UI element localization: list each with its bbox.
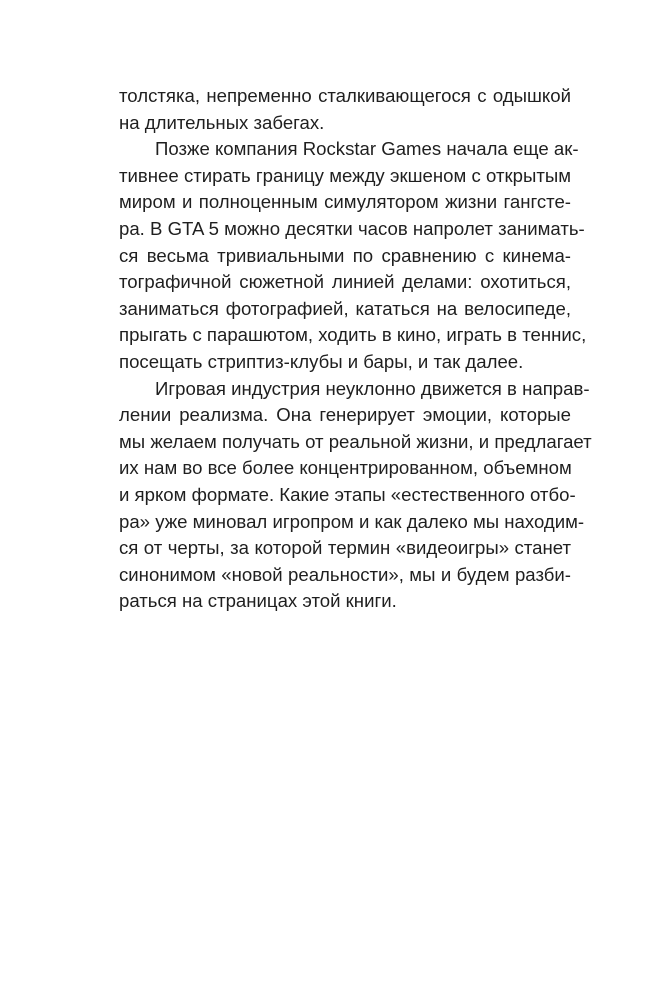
text-line: толстяка, непременно сталкивающегося с одышкой <box>119 85 571 106</box>
text-line: их нам во все более концентрированном, объемном <box>119 457 572 479</box>
text-line: раться на страницах этой книги. <box>119 590 397 612</box>
text-line: Игровая индустрия неуклонно движется в направ- <box>155 377 590 399</box>
text-line: лении реализма. Она генерирует эмоции, которые <box>119 404 571 426</box>
text-line: ся от черты, за которой термин «видеоигры» станет <box>119 537 571 559</box>
body-text <box>119 83 592 615</box>
paragraph-3 <box>119 376 592 615</box>
text-line: ра. В GTA 5 можно десятки часов напролет занимать- <box>119 217 585 239</box>
paragraph-1 <box>119 83 571 136</box>
paragraph-2 <box>119 136 587 375</box>
text-line: тивнее стирать границу между экшеном с открытым <box>119 164 571 186</box>
text-line: заниматься фотографией, кататься на велосипеде, <box>119 297 571 319</box>
text-line: ра» уже миновал игропром и как далеко мы находим- <box>119 510 585 532</box>
text-line: тографичной сюжетной линией делами: охотиться, <box>119 271 571 293</box>
text-line: ся весьма тривиальными по сравнению с кинема- <box>119 244 571 266</box>
text-line: миром и полноценным симулятором жизни гангсте- <box>119 191 571 213</box>
text-line: прыгать с парашютом, ходить в кино, играть в теннис, <box>119 324 587 346</box>
text-line: и ярком формате. Какие этапы «естественного отбо- <box>119 483 576 505</box>
text-line: на длительных забегах. <box>119 111 325 133</box>
text-line: посещать стриптиз-клубы и бары, и так далее. <box>119 350 524 372</box>
text-line: Позже компания Rockstar Games начала еще ак- <box>155 138 579 160</box>
text-line: синонимом «новой реальности», мы и будем разби- <box>119 563 571 585</box>
text-line: мы желаем получать от реальной жизни, и предлагает <box>119 430 592 452</box>
